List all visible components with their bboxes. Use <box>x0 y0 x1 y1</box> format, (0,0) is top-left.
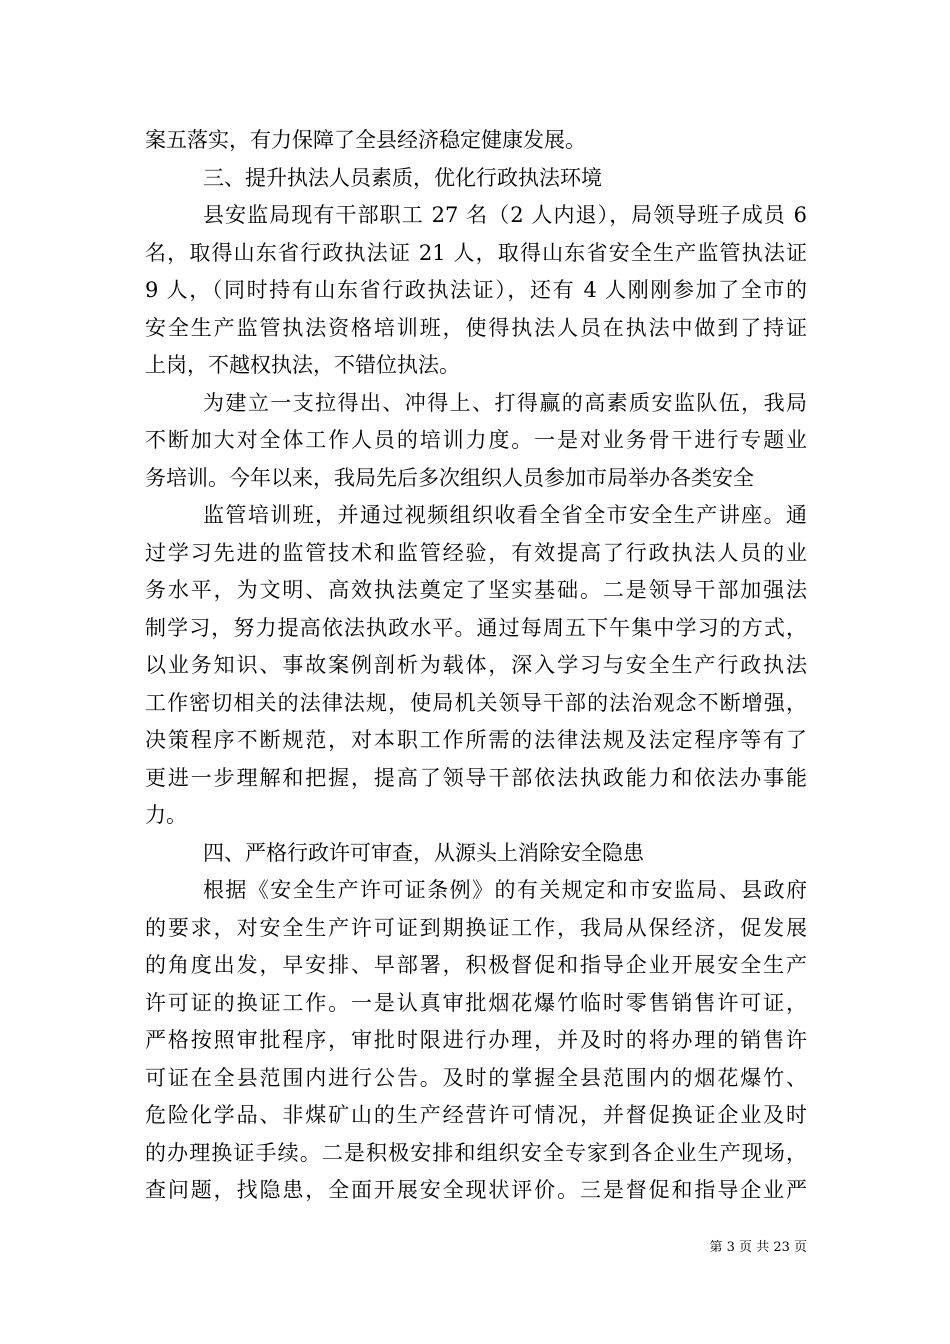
text-line: 的办理换证手续。二是积极安排和组织安全专家到各企业生产现场， <box>145 1140 807 1165</box>
text-line: 的角度出发，早安排、早部署，积极督促和指导企业开展安全生产 <box>145 953 807 977</box>
page-number: 第 3 页 共 23 页 <box>709 1240 807 1255</box>
text-line: 务培训。今年以来，我局先后多次组织人员参加市局举办各类安全 <box>145 465 754 490</box>
text-line: 以业务知识、事故案例剖析为载体，深入学习与安全生产行政执法 <box>145 653 807 677</box>
text-line: 危险化学品、非煤矿山的生产经营许可情况，并督促换证企业及时 <box>145 1103 807 1127</box>
text-line: 的要求，对安全生产许可证到期换证工作，我局从保经济，促发展 <box>145 915 807 940</box>
document-body <box>145 122 807 1210</box>
text-line: 严格按照审批程序，审批时限进行办理，并及时的将办理的销售许 <box>145 1028 807 1052</box>
text-line: 监管培训班，并通过视频组织收看全省全市安全生产讲座。通 <box>203 503 807 527</box>
text-line: 更进一步理解和把握，提高了领导干部依法执政能力和依法办事能 <box>145 765 807 790</box>
text-line: 许可证的换证工作。一是认真审批烟花爆竹临时零售销售许可证， <box>145 990 807 1015</box>
text-line: 案五落实，有力保障了全县经济稳定健康发展。 <box>145 128 586 152</box>
text-line: 名，取得山东省行政执法证 21 人，取得山东省安全生产监管执法证 <box>145 240 807 265</box>
text-line: 四、严格行政许可审查，从源头上消除安全隐患 <box>203 840 644 865</box>
text-line: 工作密切相关的法律法规，使局机关领导干部的法治观念不断增强， <box>145 690 807 715</box>
text-line: 查问题，找隐患，全面开展安全现状评价。三是督促和指导企业严 <box>145 1178 807 1202</box>
text-line: 务水平，为文明、高效执法奠定了坚实基础。二是领导干部加强法 <box>145 578 807 602</box>
text-line: 上岗，不越权执法，不错位执法。 <box>145 353 460 377</box>
text-line: 可证在全县范围内进行公告。及时的掌握全县范围内的烟花爆竹、 <box>145 1065 807 1090</box>
text-line: 为建立一支拉得出、冲得上、打得赢的高素质安监队伍，我局 <box>203 390 807 415</box>
text-line: 过学习先进的监管技术和监管经验，有效提高了行政执法人员的业 <box>145 540 807 565</box>
text-line: 三、提升执法人员素质，优化行政执法环境 <box>203 165 602 190</box>
text-line: 县安监局现有干部职工 27 名（2 人内退），局领导班子成员 6 <box>203 203 807 227</box>
text-line: 力。 <box>145 803 187 827</box>
text-line: 根据《安全生产许可证条例》的有关规定和市安监局、县政府 <box>203 878 807 902</box>
text-line: 决策程序不断规范，对本职工作所需的法律法规及法定程序等有了 <box>145 728 807 752</box>
text-line: 9 人，（同时持有山东省行政执法证），还有 4 人刚刚参加了全市的 <box>145 278 807 302</box>
text-line: 制学习，努力提高依法执政水平。通过每周五下午集中学习的方式， <box>145 615 807 640</box>
text-line: 安全生产监管执法资格培训班，使得执法人员在执法中做到了持证 <box>145 315 807 340</box>
text-line: 不断加大对全体工作人员的培训力度。一是对业务骨干进行专题业 <box>145 428 807 452</box>
